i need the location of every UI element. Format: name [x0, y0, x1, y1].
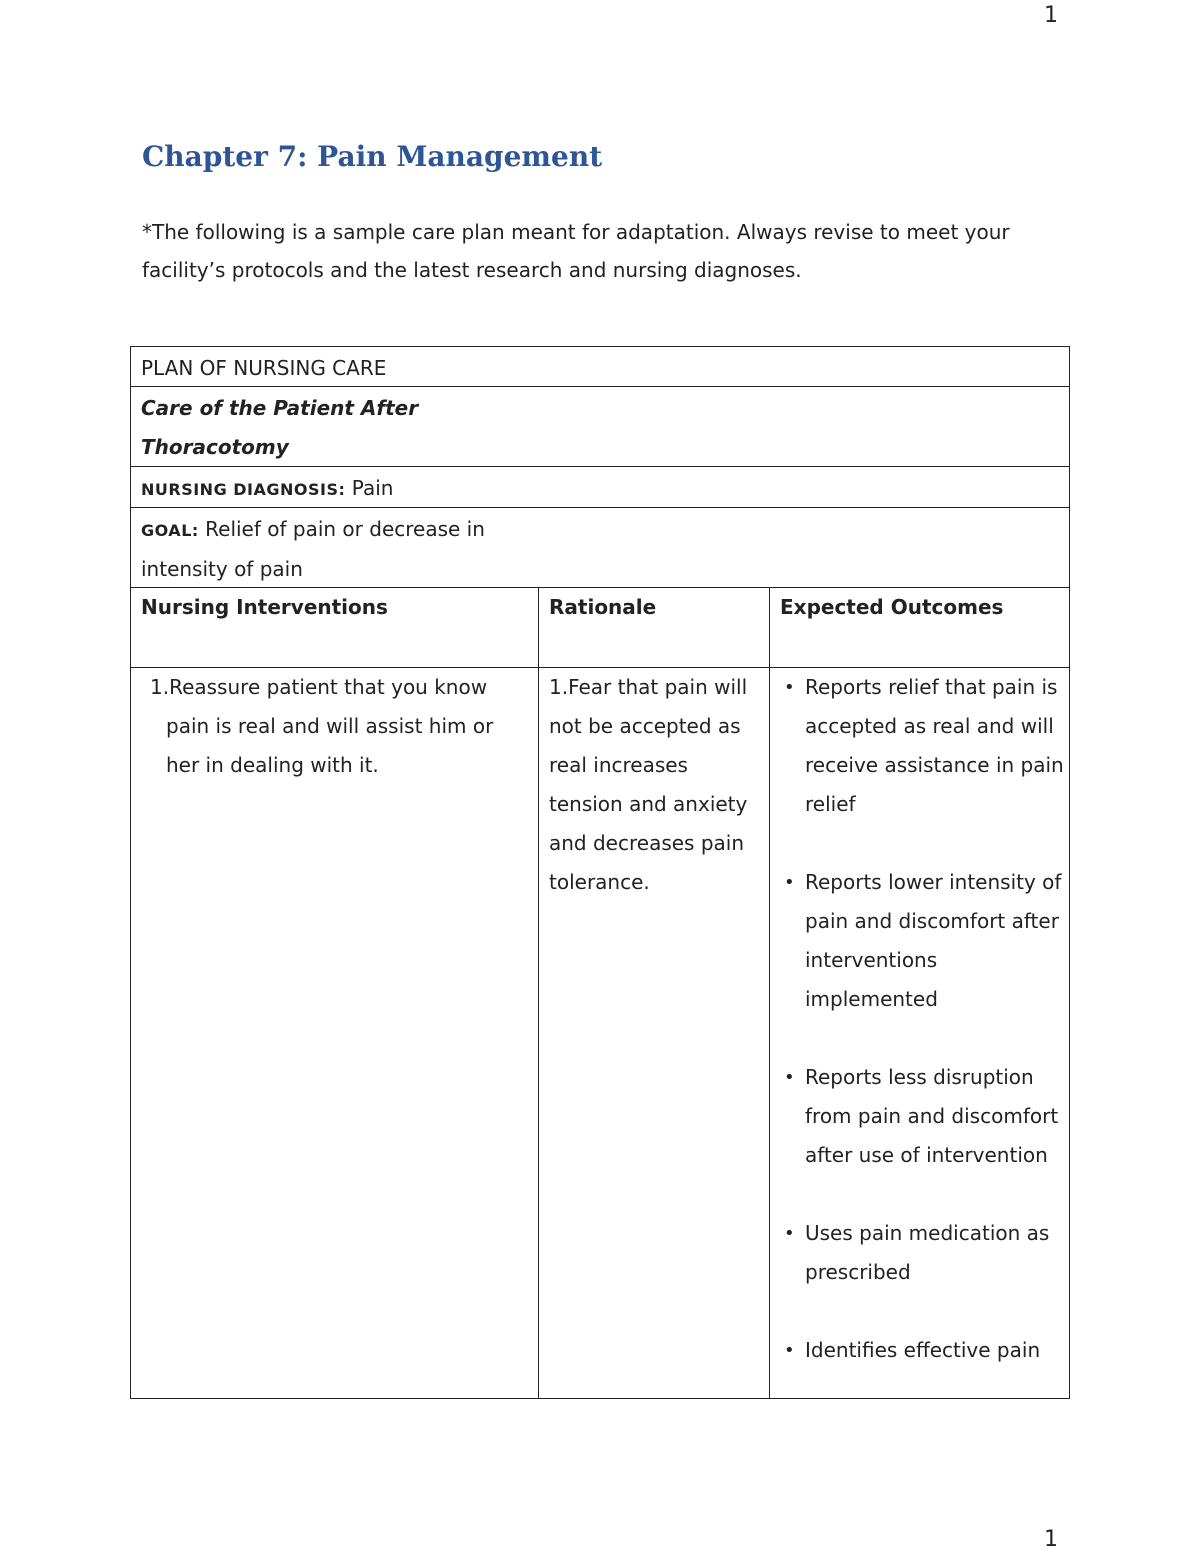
outcome-item	[780, 1214, 1064, 1292]
outcome-item	[780, 668, 1064, 824]
diagnosis-label: NURSING DIAGNOSIS:	[141, 480, 346, 499]
bullet-icon: •	[784, 872, 795, 893]
outcome-text: Reports less disruption from pain and discomfort after use of intervention	[805, 1065, 1059, 1167]
care-plan-table	[130, 346, 1070, 1399]
outcome-item	[780, 1058, 1064, 1175]
outcomes-list	[780, 668, 1064, 1370]
outcome-text: Identifies effective pain	[805, 1338, 1041, 1362]
page-number-top: 1	[1044, 3, 1058, 28]
intervention-item: 1.Reassure patient that you know pain is real and will assist him or her in dealing with it.	[150, 675, 494, 777]
goal-label: GOAL:	[141, 521, 199, 540]
outcome-item	[780, 863, 1064, 1019]
bullet-icon: •	[784, 1067, 795, 1088]
outcome-item	[780, 1331, 1064, 1370]
column-headers	[131, 588, 1069, 668]
goal	[131, 508, 1069, 588]
diagnosis-value: Pain	[345, 476, 394, 500]
outcomes-cell	[770, 668, 1068, 1398]
intro-note: *The following is a sample care plan meant for adaptation. Always revise to meet your facility’s protocols and the latest research and nursing diagnoses.	[142, 220, 1010, 282]
patient-title-line2: Thoracotomy	[141, 435, 289, 459]
patient-title	[131, 387, 1069, 467]
goal-value-line1: Relief of pain or decrease in	[198, 517, 485, 541]
rationale-item: 1.Fear that pain will not be accepted as real increases tension and anxiety and decreases pain tolerance.	[549, 675, 748, 894]
outcome-text: Reports lower intensity of pain and discomfort after interventions implemented	[805, 870, 1062, 1011]
bullet-icon: •	[784, 1340, 795, 1361]
bullet-icon: •	[784, 1223, 795, 1244]
intervention-cell	[131, 668, 539, 1398]
outcome-text: Uses pain medication as prescribed	[805, 1221, 1050, 1284]
header-outcomes: Expected Outcomes	[780, 595, 1004, 619]
plan-heading: PLAN OF NURSING CARE	[131, 347, 1069, 387]
header-interventions: Nursing Interventions	[131, 588, 539, 667]
patient-title-line1: Care of the Patient After	[141, 396, 419, 420]
rationale-cell	[539, 668, 770, 1398]
outcome-text: Reports relief that pain is accepted as real and will receive assistance in pain relief	[805, 675, 1064, 816]
header-rationale: Rationale	[539, 588, 770, 667]
goal-value-line2: intensity of pain	[141, 557, 303, 581]
nursing-diagnosis	[131, 467, 1069, 508]
chapter-title: Chapter 7: Pain Management	[142, 140, 603, 173]
bullet-icon: •	[784, 677, 795, 698]
care-plan-body-row	[131, 668, 1069, 1398]
page-number-bottom: 1	[1044, 1527, 1058, 1552]
